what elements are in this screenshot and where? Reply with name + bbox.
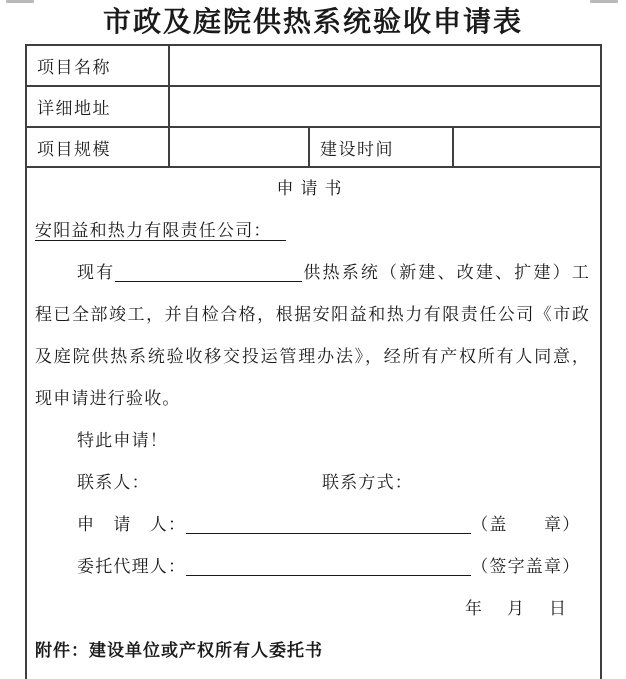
- closing-line: 特此申请！: [77, 431, 168, 450]
- applicant-signature-blank[interactable]: [186, 516, 471, 534]
- table-row-letter: [26, 167, 601, 679]
- applicant-seal-note: （盖 章）: [471, 515, 581, 534]
- address-field[interactable]: [169, 86, 601, 127]
- table-row-project-name: [26, 45, 601, 86]
- address-label: 详细地址: [26, 86, 169, 127]
- body-line-3: 及庭院供热系统验收移交投运管理办法》，经所有产权所有人同意，: [35, 347, 591, 366]
- body-line-4: 现申请进行验收。: [35, 389, 181, 408]
- body-line-1-suffix: 供热系统（新建、改建、扩建）工: [302, 263, 591, 282]
- applicant-line: [35, 504, 590, 546]
- project-scale-label: 项目规模: [26, 127, 169, 167]
- letter-cell: [26, 167, 601, 679]
- page-title: 市政及庭院供热系统验收申请表: [102, 7, 523, 38]
- body-line-1: [35, 252, 590, 294]
- contact-person-label: 联系人：: [77, 473, 150, 492]
- application-letter: [35, 168, 590, 672]
- contact-line: [35, 462, 590, 504]
- addressee-line: [35, 210, 590, 252]
- table-row-address: [26, 86, 601, 127]
- agent-line: [35, 546, 590, 588]
- date-line: 年 月 日: [465, 599, 571, 618]
- table-row-scale-time: [26, 127, 601, 167]
- project-scale-field[interactable]: [169, 127, 309, 167]
- build-time-label: 建设时间: [309, 127, 453, 167]
- applicant-label: 申 请 人：: [77, 515, 187, 534]
- addressee-company: 安阳益和热力有限责任公司：: [35, 221, 286, 241]
- attachment-note: 附件：建设单位或产权所有人委托书: [35, 641, 323, 660]
- letter-heading: 申请书: [276, 179, 349, 198]
- project-name-field[interactable]: [169, 45, 601, 86]
- contact-method-label: 联系方式：: [322, 473, 413, 492]
- body-line-2: 程已全部竣工，并自检合格，根据安阳益和热力有限责任公司《市政: [35, 305, 591, 324]
- project-name-label: 项目名称: [26, 45, 169, 86]
- agent-seal-note: （签字盖章）: [471, 557, 581, 576]
- build-time-field[interactable]: [453, 127, 601, 167]
- body-line-1-prefix: 现有: [77, 263, 116, 282]
- agent-signature-blank[interactable]: [186, 558, 471, 576]
- agent-label: 委托代理人：: [77, 557, 187, 576]
- system-name-blank[interactable]: [115, 264, 302, 282]
- info-table: [25, 44, 602, 679]
